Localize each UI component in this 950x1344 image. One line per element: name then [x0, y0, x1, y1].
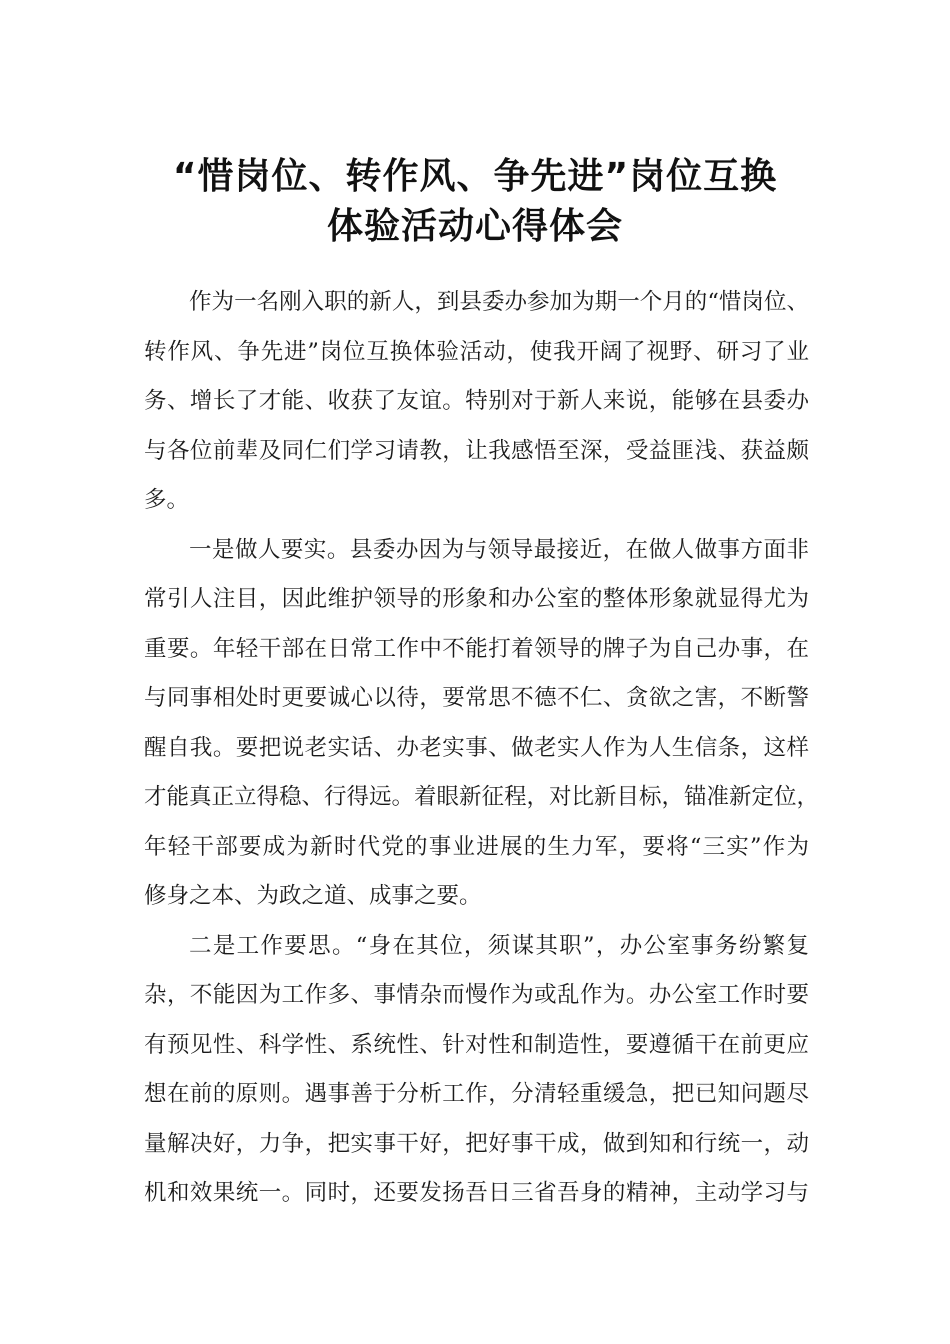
- document-title: [0, 152, 950, 252]
- title-line: “惜岗位、转作风、争先进”岗位互换: [172, 156, 778, 198]
- body-text-line: 想在前的原则。遇事善于分析工作，分清轻重缓急，把已知问题尽: [144, 1081, 809, 1107]
- body-text-line: 多。: [144, 487, 190, 513]
- body-text-line: 务、增长了才能、收获了友谊。特别对于新人来说，能够在县委办: [144, 388, 809, 414]
- body-text-line: 转作风、争先进”岗位互换体验活动，使我开阔了视野、研习了业: [144, 338, 809, 365]
- body-text-line: 一是做人要实。县委办因为与领导最接近，在做人做事方面非: [189, 536, 809, 563]
- body-text-line: 才能真正立得稳、行得远。着眼新征程，对比新目标，锚准新定位，: [144, 784, 820, 810]
- body-text-line: 量解决好，力争，把实事干好，把好事干成，做到知和行统一，动: [144, 1130, 809, 1157]
- body-text-line: 与同事相处时更要诚心以待，要常思不德不仁、贪欲之害，不断警: [144, 685, 809, 711]
- body-text-line: 常引人注目，因此维护领导的形象和办公室的整体形象就显得尤为: [144, 586, 809, 612]
- body-text-line: 机和效果统一。同时，还要发扬吾日三省吾身的精神，主动学习与: [144, 1180, 809, 1206]
- body-text-line: 作为一名刚入职的新人，到县委办参加为期一个月的“惜岗位、: [189, 289, 809, 315]
- body-text-line: 年轻干部要成为新时代党的事业进展的生力军，要将“三实”作为: [144, 833, 809, 860]
- body-text-line: 重要。年轻干部在日常工作中不能打着领导的牌子为自己办事，在: [144, 635, 809, 662]
- title-line: 体验活动心得体会: [326, 206, 623, 248]
- body-text-line: 杂，不能因为工作多、事情杂而慢作为或乱作为。办公室工作时要: [144, 982, 809, 1008]
- body-text-line: 醒自我。要把说老实话、办老实事、做老实人作为人生信条，这样: [144, 734, 809, 761]
- body-text-line: 有预见性、科学性、系统性、针对性和制造性，要遵循干在前更应: [144, 1031, 809, 1058]
- document-body: [144, 278, 820, 1219]
- body-text-line: 修身之本、为政之道、成事之要。: [144, 883, 482, 909]
- body-text-line: 与各位前辈及同仁们学习请教，让我感悟至深，受益匪浅、获益颇: [144, 437, 809, 464]
- body-text-line: 二是工作要思。“身在其位，须谋其职”，办公室事务纷繁复: [189, 932, 809, 959]
